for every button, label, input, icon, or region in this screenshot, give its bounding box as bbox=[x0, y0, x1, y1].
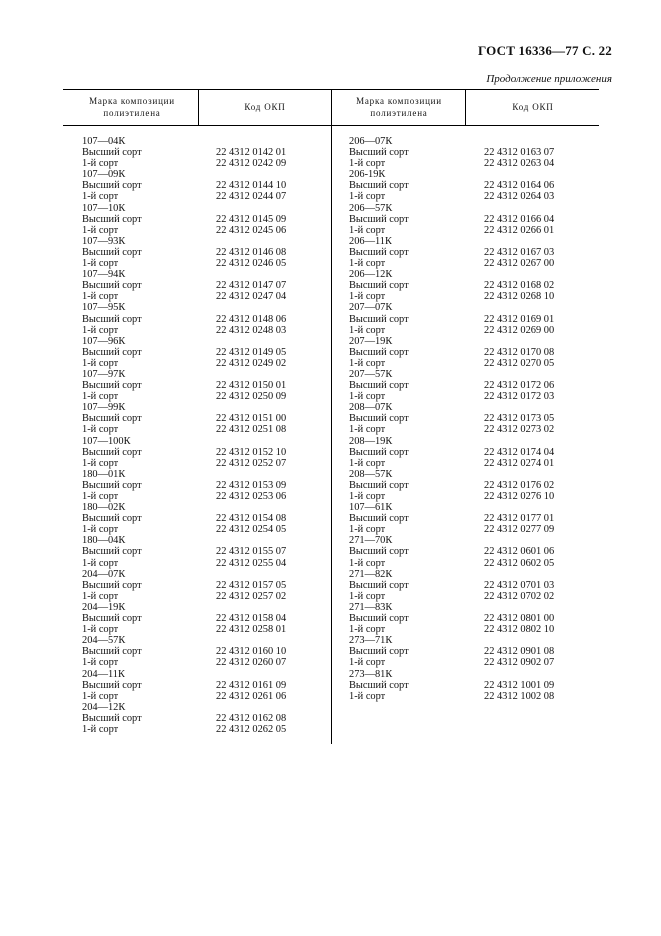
header-code-left: Код ОКП bbox=[244, 102, 286, 112]
table-cell: 22 4312 0162 08 bbox=[216, 712, 287, 724]
table-cell: 204—12К bbox=[82, 701, 126, 713]
table-cell: Высший сорт bbox=[349, 613, 409, 625]
table-cell: 273—71К bbox=[349, 635, 393, 647]
table-cell bbox=[484, 369, 554, 380]
table-cell: 107—95К bbox=[82, 302, 126, 314]
table-cell: Высший сорт bbox=[82, 579, 142, 591]
table-cell: 22 4312 0602 05 bbox=[484, 557, 555, 569]
column-divider-2 bbox=[331, 89, 332, 744]
table-cell: 1-й сорт bbox=[82, 657, 119, 669]
table-cell: 22 4312 0158 04 bbox=[216, 613, 287, 625]
table-cell: 1-й сорт bbox=[82, 291, 119, 303]
table-cell bbox=[216, 136, 286, 147]
table-cell bbox=[484, 602, 554, 613]
table-cell: 1-й сорт bbox=[82, 491, 119, 502]
table-cell: Высший сорт bbox=[82, 413, 142, 425]
table-cell: 22 4312 0261 06 bbox=[216, 690, 287, 702]
table-cell: 22 4312 0169 01 bbox=[484, 313, 555, 325]
table-cell: 22 4312 0244 07 bbox=[216, 191, 287, 203]
table-cell: Высший сорт bbox=[349, 513, 409, 525]
table-cell: 22 4312 0251 08 bbox=[216, 424, 287, 436]
table-cell: 22 4312 0148 06 bbox=[216, 313, 287, 325]
table-cell: 180—01К bbox=[82, 468, 126, 480]
table-cell: Высший сорт bbox=[349, 646, 409, 658]
table-cell bbox=[216, 369, 286, 380]
table-cell bbox=[484, 336, 554, 347]
table-cell bbox=[484, 436, 554, 447]
right-brand-column bbox=[349, 136, 409, 702]
table-cell: 22 4312 0167 03 bbox=[484, 246, 555, 258]
table-cell: Высший сорт bbox=[82, 213, 142, 225]
table-cell: 22 4312 0249 02 bbox=[216, 357, 287, 369]
table-cell: 22 4312 0155 07 bbox=[216, 546, 287, 558]
table-cell: 1-й сорт bbox=[82, 357, 119, 369]
table-cell: 22 4312 0267 00 bbox=[484, 258, 555, 270]
table-cell: Высший сорт bbox=[82, 280, 142, 292]
table-cell: 22 4312 1002 08 bbox=[484, 690, 555, 702]
table-cell bbox=[216, 569, 286, 580]
table-cell bbox=[216, 469, 286, 480]
table-cell bbox=[216, 203, 286, 214]
table-cell: 1-й сорт bbox=[82, 324, 119, 336]
table-cell bbox=[216, 535, 286, 546]
table-cell: Высший сорт bbox=[349, 479, 409, 491]
table-cell: 107—96К bbox=[82, 335, 126, 347]
table-cell bbox=[484, 469, 554, 480]
table-cell: 22 4312 0147 07 bbox=[216, 280, 287, 292]
table-cell: 22 4312 1001 09 bbox=[484, 679, 555, 691]
table-cell: 22 4312 0151 00 bbox=[216, 413, 287, 425]
table-cell: 1-й сорт bbox=[82, 424, 119, 436]
header-code-right: Код ОКП bbox=[512, 102, 554, 112]
page-subtitle: Продолжение приложения bbox=[486, 73, 612, 85]
table-cell: 22 4312 0801 00 bbox=[484, 613, 555, 625]
table-cell: Высший сорт bbox=[82, 679, 142, 691]
table-cell: 22 4312 0174 04 bbox=[484, 446, 555, 458]
table-cell: 207—19К bbox=[349, 335, 393, 347]
table-cell: 22 4312 0173 05 bbox=[484, 413, 555, 425]
table-cell: Высший сорт bbox=[82, 246, 142, 258]
table-cell: 22 4312 0146 08 bbox=[216, 246, 287, 258]
table-cell: 107—93К bbox=[82, 235, 126, 247]
table-cell: 273—81К bbox=[349, 668, 393, 680]
table-cell: 22 4312 0264 03 bbox=[484, 191, 555, 203]
table-cell: 22 4312 0252 07 bbox=[216, 457, 287, 469]
table-cell: 22 4312 0254 05 bbox=[216, 524, 287, 536]
column-divider-3 bbox=[465, 89, 466, 126]
table-cell: 107—99К bbox=[82, 402, 126, 414]
table-cell bbox=[484, 669, 554, 680]
column-divider-1 bbox=[198, 89, 199, 126]
table-cell: 22 4312 0253 06 bbox=[216, 491, 287, 502]
table-cell: 22 4312 0274 01 bbox=[484, 457, 555, 469]
table-cell: 1-й сорт bbox=[349, 457, 386, 469]
table-cell: 22 4312 0177 01 bbox=[484, 513, 555, 525]
table-cell: 1-й сорт bbox=[349, 690, 386, 702]
table-cell: 1-й сорт bbox=[349, 491, 386, 502]
table-cell: 22 4312 0277 09 bbox=[484, 524, 555, 536]
table-cell: Высший сорт bbox=[82, 479, 142, 491]
table-cell: 22 4312 0269 00 bbox=[484, 324, 555, 336]
table-cell: 22 4312 0163 07 bbox=[484, 147, 555, 159]
table-cell: 22 4312 0144 10 bbox=[216, 180, 287, 192]
table-cell: 1-й сорт bbox=[82, 191, 119, 203]
table-cell: 1-й сорт bbox=[349, 524, 386, 536]
table-cell bbox=[484, 203, 554, 214]
table-cell bbox=[216, 402, 286, 413]
table-cell: 180—02К bbox=[82, 502, 126, 514]
left-brand-column bbox=[82, 136, 142, 735]
table-cell: 22 4312 0152 10 bbox=[216, 446, 287, 458]
table-cell: Высший сорт bbox=[82, 546, 142, 558]
table-cell: Высший сорт bbox=[82, 712, 142, 724]
table-cell: Высший сорт bbox=[349, 413, 409, 425]
table-cell: 1-й сорт bbox=[349, 291, 386, 303]
table-cell bbox=[484, 569, 554, 580]
table-cell: 22 4312 0145 09 bbox=[216, 213, 287, 225]
table-cell: 1-й сорт bbox=[82, 524, 119, 536]
table-cell: 208—07К bbox=[349, 402, 393, 414]
table-cell: Высший сорт bbox=[82, 513, 142, 525]
table-cell: 22 4312 0255 04 bbox=[216, 557, 287, 569]
table-cell: 204—57К bbox=[82, 635, 126, 647]
table-cell: 1-й сорт bbox=[349, 424, 386, 436]
table-cell bbox=[216, 236, 286, 247]
table-cell: Высший сорт bbox=[349, 313, 409, 325]
table-cell: 22 4312 0902 07 bbox=[484, 657, 555, 669]
table-cell bbox=[484, 535, 554, 546]
table-cell bbox=[216, 635, 286, 646]
table-cell: 22 4312 0276 10 bbox=[484, 491, 555, 502]
table-cell: 204—07К bbox=[82, 568, 126, 580]
table-cell: Высший сорт bbox=[349, 213, 409, 225]
table-cell: 107—09К bbox=[82, 169, 126, 181]
table-cell bbox=[216, 302, 286, 313]
table-cell: 22 4312 0257 02 bbox=[216, 590, 287, 602]
table-cell: 22 4312 0142 01 bbox=[216, 147, 287, 159]
table-cell: 22 4312 0901 08 bbox=[484, 646, 555, 658]
table-cell: 1-й сорт bbox=[82, 723, 119, 735]
table-cell: 1-й сорт bbox=[82, 590, 119, 602]
table-cell: 22 4312 0268 10 bbox=[484, 291, 555, 303]
right-code-column bbox=[484, 136, 554, 702]
table-cell: 204—11К bbox=[82, 668, 125, 680]
table-cell bbox=[484, 169, 554, 180]
table-cell: 1-й сорт bbox=[82, 224, 119, 236]
table-cell bbox=[216, 436, 286, 447]
table-cell bbox=[484, 402, 554, 413]
table-cell: 22 4312 0270 05 bbox=[484, 357, 555, 369]
table-cell: 1-й сорт bbox=[349, 324, 386, 336]
table-cell: 107—61К bbox=[349, 502, 393, 514]
table-cell: 1-й сорт bbox=[82, 158, 119, 170]
table-cell bbox=[216, 702, 286, 713]
table-cell: 22 4312 0802 10 bbox=[484, 624, 555, 636]
table-cell: 107—97К bbox=[82, 368, 126, 380]
table-cell: Высший сорт bbox=[349, 147, 409, 159]
table-cell: Высший сорт bbox=[349, 546, 409, 558]
table-cell: 204—19К bbox=[82, 601, 126, 613]
table-cell: 180—04К bbox=[82, 535, 126, 547]
table-cell: 22 4312 0260 07 bbox=[216, 657, 287, 669]
table-cell: Высший сорт bbox=[349, 346, 409, 358]
table-cell: Высший сорт bbox=[82, 380, 142, 392]
table-cell: 22 4312 0247 04 bbox=[216, 291, 287, 303]
table-cell: 1-й сорт bbox=[82, 391, 119, 403]
table-cell bbox=[216, 669, 286, 680]
table-cell: 22 4312 0245 06 bbox=[216, 224, 287, 236]
table-cell: 22 4312 0250 09 bbox=[216, 391, 287, 403]
table-cell: 1-й сорт bbox=[349, 258, 386, 270]
table-cell: Высший сорт bbox=[82, 646, 142, 658]
table-cell: Высший сорт bbox=[349, 446, 409, 458]
table-cell bbox=[484, 269, 554, 280]
table-cell bbox=[216, 502, 286, 513]
table-cell: 22 4312 0166 04 bbox=[484, 213, 555, 225]
header-brand-right: Марка композиции полиэтилена bbox=[356, 96, 442, 118]
table-cell: 207—57К bbox=[349, 368, 393, 380]
left-code-column bbox=[216, 136, 286, 735]
table-cell: 1-й сорт bbox=[349, 191, 386, 203]
table-cell: Высший сорт bbox=[82, 313, 142, 325]
table-cell: 22 4312 0248 03 bbox=[216, 324, 287, 336]
table-cell: 1-й сорт bbox=[349, 391, 386, 403]
table-cell: Высший сорт bbox=[82, 346, 142, 358]
table-cell: 22 4312 0273 02 bbox=[484, 424, 555, 436]
table-cell: 22 4312 0176 02 bbox=[484, 479, 555, 491]
table-cell: 22 4312 0601 06 bbox=[484, 546, 555, 558]
table-cell: Высший сорт bbox=[82, 147, 142, 159]
table-cell: 107—100К bbox=[82, 435, 131, 447]
table-cell: 1-й сорт bbox=[349, 557, 386, 569]
table-cell: 22 4312 0172 03 bbox=[484, 391, 555, 403]
table-cell: 206-19К bbox=[349, 169, 386, 181]
table-cell: 1-й сорт bbox=[82, 258, 119, 270]
table-cell bbox=[484, 236, 554, 247]
table-cell: Высший сорт bbox=[349, 180, 409, 192]
table-cell bbox=[216, 336, 286, 347]
table-cell: 208—57К bbox=[349, 468, 393, 480]
header-brand-left: Марка композиции полиэтилена bbox=[89, 96, 175, 118]
table-cell: 22 4312 0701 03 bbox=[484, 579, 555, 591]
table-cell: 271—70К bbox=[349, 535, 393, 547]
table-cell: 1-й сорт bbox=[82, 690, 119, 702]
page-title: ГОСТ 16336—77 С. 22 bbox=[478, 43, 612, 58]
table-cell: 22 4312 0242 09 bbox=[216, 158, 287, 170]
table-cell: 1-й сорт bbox=[349, 657, 386, 669]
table-cell: 107—10К bbox=[82, 202, 126, 214]
table-cell: 208—19К bbox=[349, 435, 393, 447]
table-cell: Высший сорт bbox=[82, 613, 142, 625]
table-cell: Высший сорт bbox=[349, 679, 409, 691]
table-cell: 22 4312 0258 01 bbox=[216, 624, 287, 636]
table-cell: 1-й сорт bbox=[82, 557, 119, 569]
table-cell: 22 4312 0161 09 bbox=[216, 679, 287, 691]
table-cell: 22 4312 0246 05 bbox=[216, 258, 287, 270]
table-cell bbox=[484, 302, 554, 313]
table-cell: 206—07К bbox=[349, 136, 393, 147]
table-cell: 22 4312 0149 05 bbox=[216, 346, 287, 358]
table-cell: 206—12К bbox=[349, 269, 393, 281]
table-cell bbox=[484, 635, 554, 646]
table-cell: 107—04К bbox=[82, 136, 126, 147]
table-cell: 1-й сорт bbox=[349, 158, 386, 170]
table-cell: Высший сорт bbox=[349, 280, 409, 292]
table-cell: 206—57К bbox=[349, 202, 393, 214]
table-cell bbox=[216, 602, 286, 613]
table-cell: 1-й сорт bbox=[349, 624, 386, 636]
table-cell: 22 4312 0168 02 bbox=[484, 280, 555, 292]
table-cell: 206—11К bbox=[349, 235, 392, 247]
table-cell bbox=[216, 269, 286, 280]
table-cell bbox=[484, 502, 554, 513]
table-cell bbox=[216, 169, 286, 180]
table-cell bbox=[484, 136, 554, 147]
table-cell: 22 4312 0170 08 bbox=[484, 346, 555, 358]
table-cell: 1-й сорт bbox=[349, 357, 386, 369]
table-cell: 22 4312 0157 05 bbox=[216, 579, 287, 591]
table-cell: 22 4312 0266 01 bbox=[484, 224, 555, 236]
table-cell: 271—82К bbox=[349, 568, 393, 580]
table-cell: 22 4312 0150 01 bbox=[216, 380, 287, 392]
table-cell: 22 4312 0172 06 bbox=[484, 380, 555, 392]
table-cell: Высший сорт bbox=[82, 180, 142, 192]
table-cell: 22 4312 0160 10 bbox=[216, 646, 287, 658]
table-cell: Высший сорт bbox=[349, 579, 409, 591]
table-cell: 22 4312 0263 04 bbox=[484, 158, 555, 170]
table-cell: 22 4312 0702 02 bbox=[484, 590, 555, 602]
table-cell: 271—83К bbox=[349, 601, 393, 613]
table-cell: Высший сорт bbox=[349, 380, 409, 392]
table-cell: 22 4312 0262 05 bbox=[216, 723, 287, 735]
table-cell: 107—94К bbox=[82, 269, 126, 281]
table-cell: 22 4312 0153 09 bbox=[216, 479, 287, 491]
table-cell: Высший сорт bbox=[349, 246, 409, 258]
table-cell: Высший сорт bbox=[82, 446, 142, 458]
table-cell: 1-й сорт bbox=[82, 624, 119, 636]
table-cell: 1-й сорт bbox=[349, 590, 386, 602]
table-cell: 1-й сорт bbox=[82, 457, 119, 469]
table-cell: 22 4312 0154 08 bbox=[216, 513, 287, 525]
table-cell: 207—07К bbox=[349, 302, 393, 314]
table-cell: 1-й сорт bbox=[349, 224, 386, 236]
table-cell: 22 4312 0164 06 bbox=[484, 180, 555, 192]
